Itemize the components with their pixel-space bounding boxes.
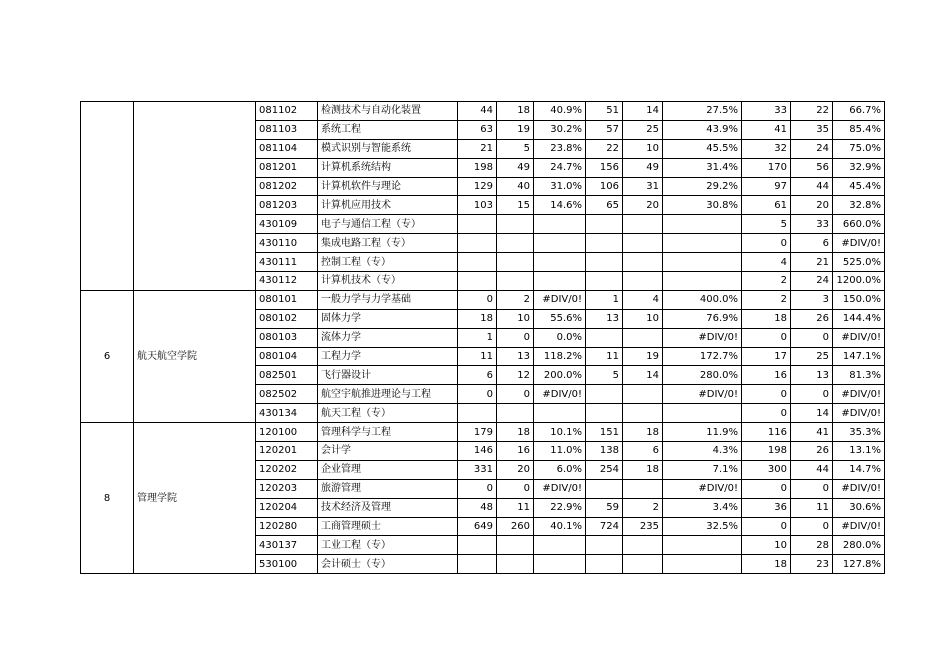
ratio-1-cell: 22.9%: [534, 498, 586, 517]
admitted-1-cell: 19: [497, 120, 534, 139]
major-code: 082501: [256, 366, 318, 385]
applicants-3-cell: 36: [742, 498, 791, 517]
admitted-1-cell: [497, 234, 534, 253]
major-code: 120280: [256, 517, 318, 536]
admitted-3-cell: 28: [791, 536, 833, 555]
school-name: [134, 102, 256, 291]
major-code: 082502: [256, 385, 318, 404]
applicants-1-cell: [458, 215, 497, 234]
admitted-2-cell: [623, 404, 663, 423]
ratio-3-cell: 525.0%: [833, 253, 885, 272]
ratio-2-cell: [663, 404, 742, 423]
applicants-2-cell: 254: [586, 460, 623, 479]
applicants-1-cell: 21: [458, 139, 497, 158]
ratio-1-cell: 55.6%: [534, 309, 586, 328]
applicants-1-cell: 331: [458, 460, 497, 479]
ratio-2-cell: [663, 536, 742, 555]
major-name: 电子与通信工程（专）: [318, 215, 458, 234]
admitted-1-cell: [497, 272, 534, 291]
applicants-2-cell: 13: [586, 309, 623, 328]
admitted-1-cell: 16: [497, 442, 534, 461]
admitted-2-cell: [623, 234, 663, 253]
major-code: 120201: [256, 442, 318, 461]
ratio-2-cell: 43.9%: [663, 120, 742, 139]
admitted-1-cell: 10: [497, 309, 534, 328]
applicants-2-cell: 22: [586, 139, 623, 158]
applicants-2-cell: 5: [586, 366, 623, 385]
admitted-1-cell: 13: [497, 347, 534, 366]
admitted-2-cell: [623, 385, 663, 404]
ratio-1-cell: 118.2%: [534, 347, 586, 366]
ratio-2-cell: 4.3%: [663, 442, 742, 461]
major-name: 控制工程（专）: [318, 253, 458, 272]
admitted-3-cell: 21: [791, 253, 833, 272]
major-code: 080104: [256, 347, 318, 366]
admitted-2-cell: [623, 536, 663, 555]
admitted-1-cell: 20: [497, 460, 534, 479]
ratio-1-cell: 40.9%: [534, 102, 586, 121]
ratio-3-cell: #DIV/0!: [833, 385, 885, 404]
admitted-1-cell: 5: [497, 139, 534, 158]
admitted-1-cell: [497, 215, 534, 234]
applicants-3-cell: 61: [742, 196, 791, 215]
applicants-3-cell: 0: [742, 404, 791, 423]
ratio-1-cell: [534, 536, 586, 555]
applicants-2-cell: 151: [586, 423, 623, 442]
applicants-2-cell: [586, 234, 623, 253]
applicants-2-cell: 51: [586, 102, 623, 121]
applicants-3-cell: 170: [742, 158, 791, 177]
ratio-2-cell: 30.8%: [663, 196, 742, 215]
admitted-2-cell: 14: [623, 366, 663, 385]
applicants-1-cell: 48: [458, 498, 497, 517]
admitted-2-cell: 19: [623, 347, 663, 366]
major-name: 工商管理硕士: [318, 517, 458, 536]
admitted-2-cell: 10: [623, 139, 663, 158]
applicants-1-cell: 11: [458, 347, 497, 366]
ratio-2-cell: 32.5%: [663, 517, 742, 536]
applicants-1-cell: 129: [458, 177, 497, 196]
applicants-1-cell: 44: [458, 102, 497, 121]
admitted-3-cell: 26: [791, 442, 833, 461]
admitted-2-cell: 10: [623, 309, 663, 328]
admitted-3-cell: 22: [791, 102, 833, 121]
ratio-1-cell: [534, 215, 586, 234]
school-index: 8: [81, 423, 134, 574]
applicants-2-cell: [586, 404, 623, 423]
admitted-2-cell: 18: [623, 460, 663, 479]
applicants-3-cell: 32: [742, 139, 791, 158]
applicants-2-cell: 138: [586, 442, 623, 461]
major-name: 航天工程（专）: [318, 404, 458, 423]
ratio-3-cell: #DIV/0!: [833, 404, 885, 423]
applicants-1-cell: [458, 404, 497, 423]
applicants-3-cell: 300: [742, 460, 791, 479]
applicants-2-cell: 11: [586, 347, 623, 366]
applicants-1-cell: 198: [458, 158, 497, 177]
admitted-1-cell: 2: [497, 290, 534, 309]
ratio-3-cell: 144.4%: [833, 309, 885, 328]
applicants-2-cell: 59: [586, 498, 623, 517]
ratio-2-cell: 7.1%: [663, 460, 742, 479]
admitted-2-cell: 25: [623, 120, 663, 139]
applicants-3-cell: 0: [742, 385, 791, 404]
admitted-3-cell: 13: [791, 366, 833, 385]
admitted-2-cell: [623, 479, 663, 498]
ratio-2-cell: 11.9%: [663, 423, 742, 442]
admitted-2-cell: [623, 555, 663, 574]
ratio-3-cell: 280.0%: [833, 536, 885, 555]
admitted-2-cell: [623, 272, 663, 291]
admitted-2-cell: 6: [623, 442, 663, 461]
ratio-1-cell: [534, 272, 586, 291]
major-code: 120203: [256, 479, 318, 498]
admitted-3-cell: 33: [791, 215, 833, 234]
admitted-2-cell: [623, 328, 663, 347]
admitted-2-cell: 31: [623, 177, 663, 196]
admitted-3-cell: 20: [791, 196, 833, 215]
major-code: 530100: [256, 555, 318, 574]
major-code: 080101: [256, 290, 318, 309]
ratio-3-cell: 13.1%: [833, 442, 885, 461]
ratio-2-cell: #DIV/0!: [663, 479, 742, 498]
applicants-2-cell: 57: [586, 120, 623, 139]
ratio-2-cell: 45.5%: [663, 139, 742, 158]
major-name: 计算机软件与理论: [318, 177, 458, 196]
ratio-1-cell: 24.7%: [534, 158, 586, 177]
applicants-3-cell: 0: [742, 328, 791, 347]
ratio-2-cell: 29.2%: [663, 177, 742, 196]
admitted-2-cell: 4: [623, 290, 663, 309]
major-code: 080102: [256, 309, 318, 328]
applicants-1-cell: 6: [458, 366, 497, 385]
admitted-1-cell: 49: [497, 158, 534, 177]
ratio-3-cell: 81.3%: [833, 366, 885, 385]
major-code: 430112: [256, 272, 318, 291]
admitted-1-cell: [497, 536, 534, 555]
ratio-1-cell: 31.0%: [534, 177, 586, 196]
applicants-3-cell: 116: [742, 423, 791, 442]
major-name: 计算机应用技术: [318, 196, 458, 215]
major-code: 120100: [256, 423, 318, 442]
admitted-3-cell: 24: [791, 272, 833, 291]
applicants-3-cell: 17: [742, 347, 791, 366]
ratio-3-cell: 75.0%: [833, 139, 885, 158]
ratio-3-cell: 30.6%: [833, 498, 885, 517]
ratio-1-cell: [534, 234, 586, 253]
major-name: 计算机系统结构: [318, 158, 458, 177]
admitted-1-cell: 18: [497, 102, 534, 121]
major-name: 计算机技术（专）: [318, 272, 458, 291]
admitted-3-cell: 11: [791, 498, 833, 517]
applicants-2-cell: [586, 385, 623, 404]
applicants-3-cell: 10: [742, 536, 791, 555]
admitted-1-cell: 15: [497, 196, 534, 215]
applicants-1-cell: 0: [458, 290, 497, 309]
applicants-2-cell: [586, 272, 623, 291]
admitted-3-cell: 0: [791, 385, 833, 404]
major-name: 流体力学: [318, 328, 458, 347]
applicants-1-cell: 18: [458, 309, 497, 328]
applicants-2-cell: 65: [586, 196, 623, 215]
admitted-3-cell: 14: [791, 404, 833, 423]
ratio-2-cell: 27.5%: [663, 102, 742, 121]
major-name: 检测技术与自动化装置: [318, 102, 458, 121]
admitted-2-cell: [623, 215, 663, 234]
admitted-2-cell: 18: [623, 423, 663, 442]
applicants-1-cell: 0: [458, 385, 497, 404]
ratio-1-cell: 0.0%: [534, 328, 586, 347]
ratio-3-cell: 66.7%: [833, 102, 885, 121]
applicants-1-cell: 179: [458, 423, 497, 442]
enrollment-table: [80, 101, 885, 574]
admitted-1-cell: [497, 253, 534, 272]
ratio-1-cell: [534, 404, 586, 423]
applicants-1-cell: [458, 234, 497, 253]
admitted-3-cell: 44: [791, 460, 833, 479]
major-code: 081103: [256, 120, 318, 139]
ratio-3-cell: #DIV/0!: [833, 328, 885, 347]
ratio-2-cell: [663, 555, 742, 574]
applicants-2-cell: [586, 215, 623, 234]
applicants-1-cell: 649: [458, 517, 497, 536]
major-code: 430110: [256, 234, 318, 253]
admitted-3-cell: 56: [791, 158, 833, 177]
applicants-2-cell: 1: [586, 290, 623, 309]
applicants-2-cell: [586, 253, 623, 272]
admitted-3-cell: 23: [791, 555, 833, 574]
applicants-1-cell: [458, 555, 497, 574]
admitted-2-cell: 20: [623, 196, 663, 215]
applicants-1-cell: 63: [458, 120, 497, 139]
ratio-3-cell: 150.0%: [833, 290, 885, 309]
ratio-3-cell: 45.4%: [833, 177, 885, 196]
ratio-1-cell: 23.8%: [534, 139, 586, 158]
ratio-3-cell: 147.1%: [833, 347, 885, 366]
table-row: [81, 290, 885, 309]
ratio-2-cell: [663, 234, 742, 253]
ratio-1-cell: 30.2%: [534, 120, 586, 139]
admitted-1-cell: 40: [497, 177, 534, 196]
admitted-3-cell: 35: [791, 120, 833, 139]
ratio-2-cell: [663, 253, 742, 272]
ratio-2-cell: 3.4%: [663, 498, 742, 517]
ratio-2-cell: #DIV/0!: [663, 385, 742, 404]
applicants-1-cell: [458, 536, 497, 555]
ratio-1-cell: [534, 555, 586, 574]
applicants-2-cell: 106: [586, 177, 623, 196]
admitted-3-cell: 0: [791, 517, 833, 536]
admitted-3-cell: 0: [791, 328, 833, 347]
major-name: 系统工程: [318, 120, 458, 139]
ratio-1-cell: 11.0%: [534, 442, 586, 461]
ratio-2-cell: [663, 272, 742, 291]
applicants-1-cell: 1: [458, 328, 497, 347]
major-code: 081102: [256, 102, 318, 121]
major-name: 工程力学: [318, 347, 458, 366]
admitted-2-cell: 49: [623, 158, 663, 177]
major-name: 固体力学: [318, 309, 458, 328]
major-name: 工业工程（专）: [318, 536, 458, 555]
table-row: [81, 102, 885, 121]
applicants-1-cell: [458, 272, 497, 291]
applicants-3-cell: 2: [742, 290, 791, 309]
admitted-1-cell: 0: [497, 479, 534, 498]
applicants-3-cell: 18: [742, 309, 791, 328]
ratio-3-cell: 127.8%: [833, 555, 885, 574]
ratio-2-cell: 76.9%: [663, 309, 742, 328]
ratio-1-cell: 6.0%: [534, 460, 586, 479]
applicants-1-cell: 146: [458, 442, 497, 461]
ratio-1-cell: #DIV/0!: [534, 385, 586, 404]
major-code: 120204: [256, 498, 318, 517]
major-name: 飞行器设计: [318, 366, 458, 385]
applicants-3-cell: 2: [742, 272, 791, 291]
ratio-1-cell: #DIV/0!: [534, 479, 586, 498]
major-code: 081202: [256, 177, 318, 196]
admitted-1-cell: 12: [497, 366, 534, 385]
admitted-3-cell: 0: [791, 479, 833, 498]
applicants-3-cell: 5: [742, 215, 791, 234]
major-name: 模式识别与智能系统: [318, 139, 458, 158]
major-name: 旅游管理: [318, 479, 458, 498]
school-index: [81, 102, 134, 291]
school-index: 6: [81, 290, 134, 422]
admitted-2-cell: [623, 253, 663, 272]
ratio-1-cell: 40.1%: [534, 517, 586, 536]
ratio-3-cell: 1200.0%: [833, 272, 885, 291]
admitted-3-cell: 44: [791, 177, 833, 196]
admitted-3-cell: 6: [791, 234, 833, 253]
ratio-2-cell: [663, 215, 742, 234]
applicants-3-cell: 0: [742, 517, 791, 536]
admitted-2-cell: 2: [623, 498, 663, 517]
admitted-1-cell: [497, 404, 534, 423]
admitted-1-cell: 0: [497, 385, 534, 404]
major-name: 会计硕士（专）: [318, 555, 458, 574]
applicants-3-cell: 97: [742, 177, 791, 196]
school-name: 航天航空学院: [134, 290, 256, 422]
ratio-1-cell: 14.6%: [534, 196, 586, 215]
ratio-3-cell: 32.8%: [833, 196, 885, 215]
ratio-3-cell: 32.9%: [833, 158, 885, 177]
major-code: 080103: [256, 328, 318, 347]
major-name: 集成电路工程（专）: [318, 234, 458, 253]
applicants-2-cell: [586, 479, 623, 498]
admitted-1-cell: 11: [497, 498, 534, 517]
major-name: 航空宇航推进理论与工程: [318, 385, 458, 404]
applicants-1-cell: 0: [458, 479, 497, 498]
admitted-1-cell: 18: [497, 423, 534, 442]
ratio-2-cell: 31.4%: [663, 158, 742, 177]
applicants-3-cell: 16: [742, 366, 791, 385]
applicants-1-cell: 103: [458, 196, 497, 215]
applicants-2-cell: 156: [586, 158, 623, 177]
ratio-1-cell: 10.1%: [534, 423, 586, 442]
major-name: 管理科学与工程: [318, 423, 458, 442]
applicants-2-cell: [586, 555, 623, 574]
admitted-2-cell: 14: [623, 102, 663, 121]
applicants-1-cell: [458, 253, 497, 272]
major-name: 一般力学与力学基础: [318, 290, 458, 309]
ratio-3-cell: 14.7%: [833, 460, 885, 479]
table-row: [81, 423, 885, 442]
major-name: 技术经济及管理: [318, 498, 458, 517]
admitted-3-cell: 3: [791, 290, 833, 309]
admitted-3-cell: 24: [791, 139, 833, 158]
major-code: 430137: [256, 536, 318, 555]
applicants-2-cell: [586, 536, 623, 555]
applicants-3-cell: 4: [742, 253, 791, 272]
applicants-2-cell: 724: [586, 517, 623, 536]
admitted-1-cell: 0: [497, 328, 534, 347]
ratio-1-cell: #DIV/0!: [534, 290, 586, 309]
major-name: 企业管理: [318, 460, 458, 479]
applicants-3-cell: 41: [742, 120, 791, 139]
ratio-3-cell: 85.4%: [833, 120, 885, 139]
major-code: 430134: [256, 404, 318, 423]
ratio-2-cell: 400.0%: [663, 290, 742, 309]
major-code: 430111: [256, 253, 318, 272]
applicants-3-cell: 0: [742, 234, 791, 253]
applicants-3-cell: 33: [742, 102, 791, 121]
ratio-1-cell: [534, 253, 586, 272]
school-name: 管理学院: [134, 423, 256, 574]
admitted-1-cell: 260: [497, 517, 534, 536]
admitted-3-cell: 41: [791, 423, 833, 442]
major-code: 081201: [256, 158, 318, 177]
ratio-3-cell: #DIV/0!: [833, 479, 885, 498]
ratio-2-cell: 172.7%: [663, 347, 742, 366]
applicants-3-cell: 0: [742, 479, 791, 498]
major-code: 120202: [256, 460, 318, 479]
applicants-3-cell: 198: [742, 442, 791, 461]
admitted-2-cell: 235: [623, 517, 663, 536]
major-name: 会计学: [318, 442, 458, 461]
ratio-3-cell: 660.0%: [833, 215, 885, 234]
ratio-3-cell: #DIV/0!: [833, 517, 885, 536]
major-code: 081104: [256, 139, 318, 158]
applicants-3-cell: 18: [742, 555, 791, 574]
ratio-2-cell: #DIV/0!: [663, 328, 742, 347]
ratio-2-cell: 280.0%: [663, 366, 742, 385]
applicants-2-cell: [586, 328, 623, 347]
major-code: 430109: [256, 215, 318, 234]
admitted-1-cell: [497, 555, 534, 574]
ratio-3-cell: 35.3%: [833, 423, 885, 442]
admitted-3-cell: 26: [791, 309, 833, 328]
major-code: 081203: [256, 196, 318, 215]
ratio-1-cell: 200.0%: [534, 366, 586, 385]
ratio-3-cell: #DIV/0!: [833, 234, 885, 253]
admitted-3-cell: 25: [791, 347, 833, 366]
